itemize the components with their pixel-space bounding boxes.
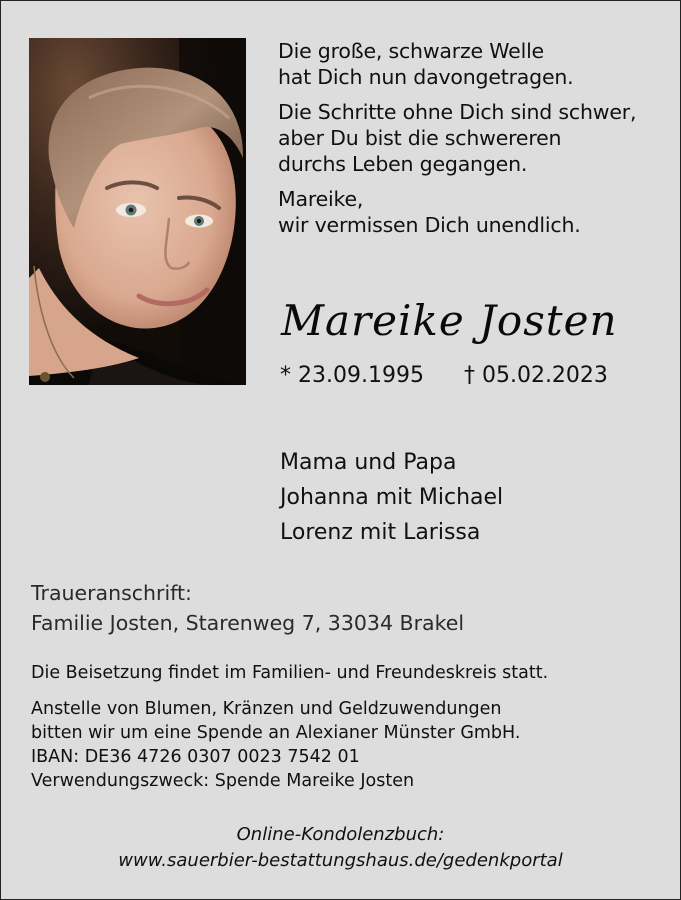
birth-date: * 23.09.1995 [280, 363, 424, 388]
poem-line: durchs Leben gegangen. [278, 152, 528, 176]
poem-stanza [278, 38, 673, 90]
poem-line: aber Du bist die schwereren [278, 126, 562, 150]
portrait-photo [29, 38, 246, 385]
mourners-list [280, 445, 503, 550]
mourning-address [31, 578, 464, 638]
poem-stanza [278, 99, 673, 177]
mourner: Johanna mit Michael [280, 485, 504, 510]
poem-line: wir vermissen Dich unendlich. [278, 213, 581, 237]
burial-note [31, 661, 661, 685]
online-label: Online-Kondolenzbuch: [236, 824, 445, 845]
poem-line: Die große, schwarze Welle [278, 39, 544, 63]
online-condolence [1, 822, 680, 874]
deceased-name: Mareike Josten [281, 296, 618, 345]
iban: IBAN: DE36 4726 0307 0023 7542 01 [31, 747, 360, 767]
burial-note-text: Die Beisetzung findet im Familien- und Freundeskreis statt. [31, 663, 549, 683]
funeral-info [31, 661, 661, 805]
life-dates [280, 361, 608, 391]
poem-line: hat Dich nun davongetragen. [278, 65, 574, 89]
death-date: † 05.02.2023 [463, 363, 608, 388]
online-url[interactable]: www.sauerbier-bestattungshaus.de/gedenkportal [118, 850, 563, 871]
donation-info [31, 697, 661, 793]
payment-reference: Verwendungszweck: Spende Mareike Josten [31, 771, 415, 791]
mourner: Lorenz mit Larissa [280, 520, 481, 545]
poem-stanza [278, 186, 673, 238]
address-label: Traueranschrift: [31, 581, 192, 605]
donation-line: bitten wir um eine Spende an Alexianer Münster GmbH. [31, 723, 521, 743]
poem-line: Die Schritte ohne Dich sind schwer, [278, 100, 637, 124]
mourner: Mama und Papa [280, 450, 457, 475]
address-value: Familie Josten, Starenweg 7, 33034 Brakel [31, 611, 465, 635]
poem [278, 38, 673, 247]
donation-line: Anstelle von Blumen, Kränzen und Geldzuwendungen [31, 699, 502, 719]
poem-line: Mareike, [278, 187, 364, 211]
portrait-image [29, 38, 246, 385]
